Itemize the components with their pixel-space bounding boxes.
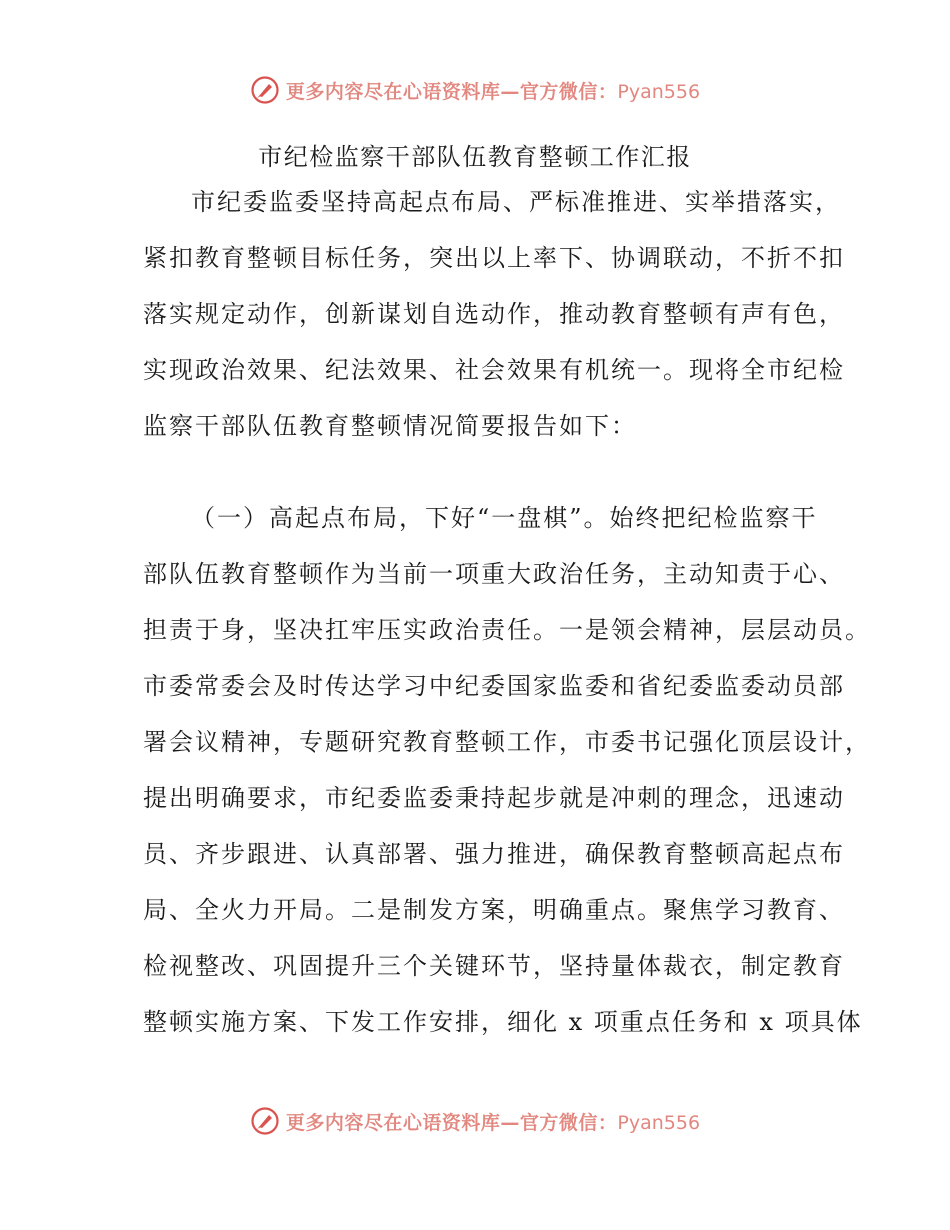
text-line: 整顿实施方案、下发工作安排，细化 x 项重点任务和 x 项具体 (143, 1008, 863, 1036)
text-line: 部队伍教育整顿作为当前一项重大政治任务，主动知责于心、 (143, 560, 845, 588)
pen-nib-circle-icon (250, 1106, 280, 1136)
text-line: 实现政治效果、纪法效果、社会效果有机统一。现将全市纪检 (143, 356, 845, 384)
watermark-text: 更多内容尽在心语资料库—官方微信：Pyan556 (285, 80, 701, 103)
paragraph-intro (143, 174, 845, 454)
watermark-handle: Pyan556 (617, 80, 701, 103)
pen-nib-circle-icon (250, 75, 280, 105)
watermark-text: 更多内容尽在心语资料库—官方微信：Pyan556 (285, 1111, 701, 1134)
text-line: 员、齐步跟进、认真部署、强力推进，确保教育整顿高起点布 (143, 840, 845, 868)
text-line: 署会议精神，专题研究教育整顿工作，市委书记强化顶层设计， (143, 728, 871, 756)
text-line: 局、全火力开局。二是制发方案，明确重点。聚焦学习教育、 (143, 896, 845, 924)
text-line: （一）高起点布局，下好“一盘棋”。始终把纪检监察干 (191, 504, 818, 532)
watermark-handle: Pyan556 (617, 1111, 701, 1134)
text-line: 市委常委会及时传达学习中纪委国家监委和省纪委监委动员部 (143, 672, 845, 700)
text-line: 落实规定动作，创新谋划自选动作，推动教育整顿有声有色， (143, 300, 845, 328)
text-line: 市纪委监委坚持高起点布局、严标准推进、实举措落实， (191, 188, 841, 216)
text-line: 担责于身，坚决扛牢压实政治责任。一是领会精神，层层动员。 (143, 616, 871, 644)
watermark-header (0, 70, 950, 110)
text-line: 检视整改、巩固提升三个关键环节，坚持量体裁衣，制定教育 (143, 952, 845, 980)
text-line: 监察干部队伍教育整顿情况简要报告如下： (143, 412, 637, 440)
watermark-footer (0, 1101, 950, 1141)
text-line: 紧扣教育整顿目标任务，突出以上率下、协调联动，不折不扣 (143, 244, 845, 272)
text-line: 提出明确要求，市纪委监委秉持起步就是冲刺的理念，迅速动 (143, 784, 845, 812)
document-title: 市纪检监察干部队伍教育整顿工作汇报 (258, 143, 692, 171)
paragraph-section-one (143, 490, 871, 1050)
